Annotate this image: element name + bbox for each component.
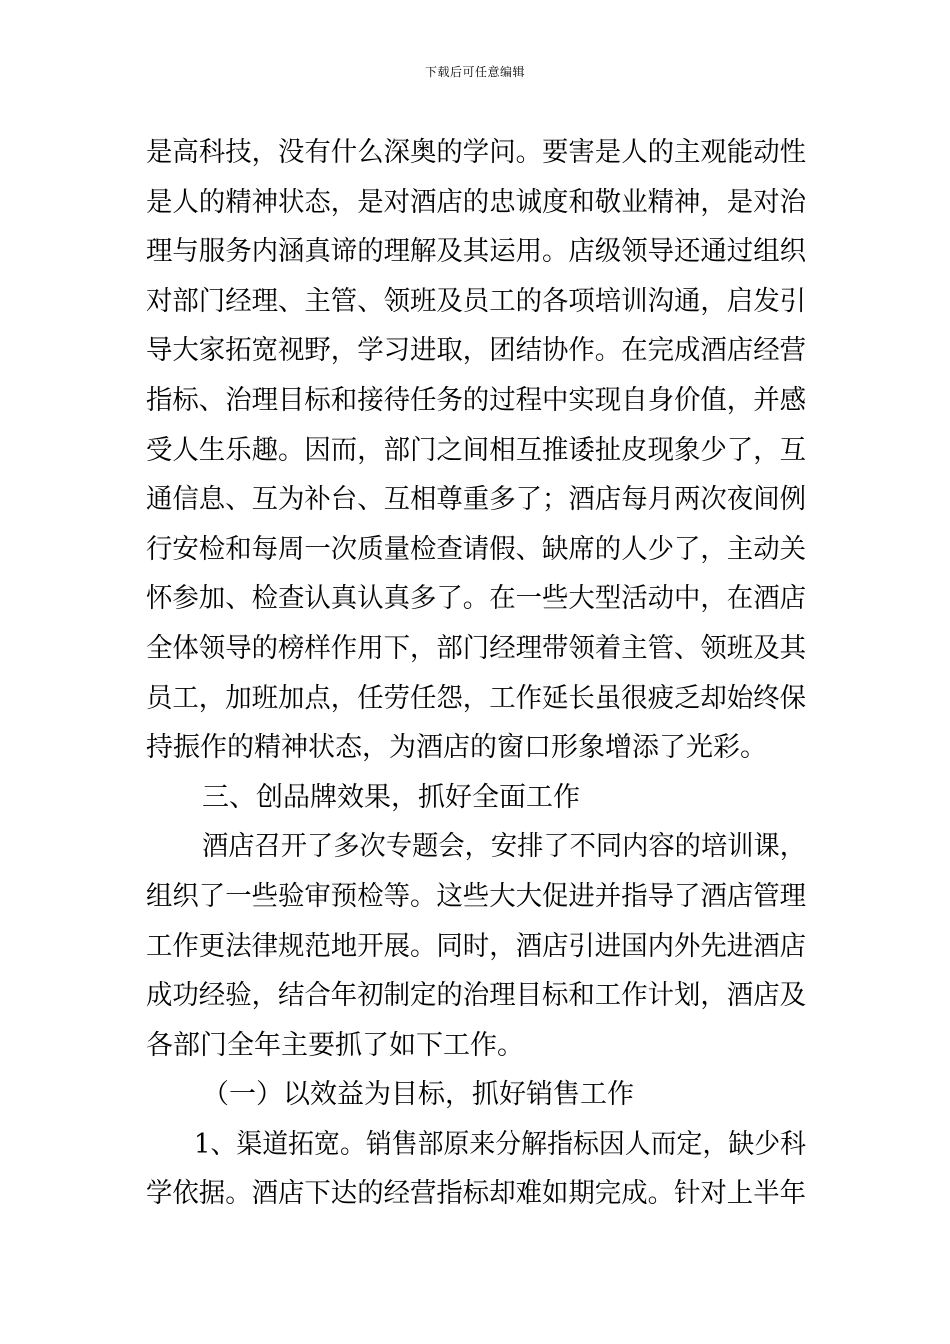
text-line: 导大家拓宽视野，学习进取，团结协作。在完成酒店经营 — [146, 335, 807, 367]
text-line: 理与服务内涵真谛的理解及其运用。店级领导还通过组织 — [146, 236, 807, 268]
paragraph-first-line: 1、渠道拓宽。销售部原来分解指标因人而定，缺少科 — [194, 1128, 807, 1160]
paragraph-first-line: 酒店召开了多次专题会，安排了不同内容的培训课， — [202, 831, 806, 863]
text-line: 对部门经理、主管、领班及员工的各项培训沟通，启发引 — [146, 285, 807, 317]
text-line: 行安检和每周一次质量检查请假、缺席的人少了，主动关 — [146, 533, 807, 565]
text-line: 工作更法律规范地开展。同时，酒店引进国内外先进酒店 — [146, 930, 807, 962]
text-line: 是高科技，没有什么深奥的学问。要害是人的主观能动性 — [146, 137, 807, 168]
page-header: 下载后可任意编辑 — [424, 65, 525, 79]
subsection-heading: （一）以效益为目标，抓好销售工作 — [202, 1079, 634, 1111]
document-body — [146, 128, 826, 1219]
text-line: 员工，加班加点，任劳任怨，工作延长虽很疲乏却始终保 — [146, 682, 807, 714]
text-line: 组织了一些验审预检等。这些大大促进并指导了酒店管理 — [146, 880, 807, 912]
text-line: 怀参加、检查认真认真多了。在一些大型活动中，在酒店 — [146, 583, 807, 615]
paragraph-last-line: 各部门全年主要抓了如下工作。 — [146, 1029, 524, 1061]
paragraph-last-line: 持振作的精神状态，为酒店的窗口形象增添了光彩。 — [146, 732, 767, 764]
text-line: 成功经验，结合年初制定的治理目标和工作计划，酒店及 — [146, 980, 807, 1012]
text-line: 是人的精神状态，是对酒店的忠诚度和敬业精神，是对治 — [146, 186, 807, 218]
text-line: 受人生乐趣。因而，部门之间相互推诿扯皮现象少了，互 — [146, 434, 807, 466]
text-line: 学依据。酒店下达的经营指标却难如期完成。针对上半年 — [146, 1178, 807, 1210]
text-line: 指标、治理目标和接待任务的过程中实现自身价值，并感 — [146, 384, 807, 416]
section-heading: 三、创品牌效果，抓好全面工作 — [202, 781, 580, 813]
text-line: 全体领导的榜样作用下，部门经理带领着主管、领班及其 — [146, 632, 807, 664]
text-line: 通信息、互为补台、互相尊重多了；酒店每月两次夜间例 — [146, 484, 807, 516]
